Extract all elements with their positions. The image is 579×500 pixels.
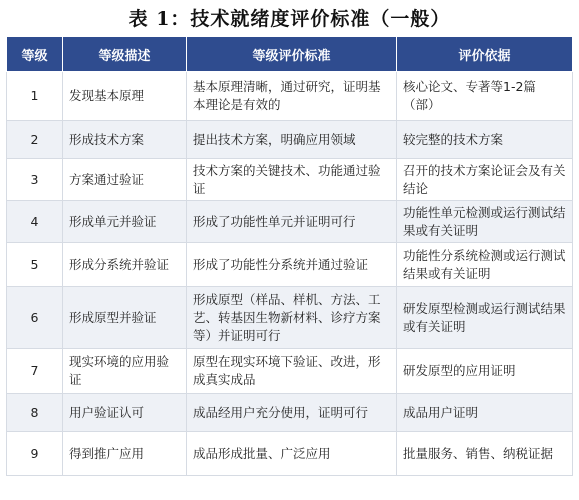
- table-row: [7, 201, 573, 243]
- table-title: 表 1：技术就绪度评价标准（一般）: [128, 8, 451, 30]
- table-row: [7, 72, 573, 121]
- cell-level: 4: [7, 201, 63, 243]
- cell-description: 形成分系统并验证: [63, 243, 187, 287]
- cell-basis: 召开的技术方案论证会及有关结论: [397, 159, 573, 201]
- cell-description: 发现基本原理: [63, 72, 187, 121]
- cell-description: 方案通过验证: [63, 159, 187, 201]
- cell-level: 2: [7, 121, 63, 159]
- cell-level: 7: [7, 349, 63, 394]
- cell-description: 形成技术方案: [63, 121, 187, 159]
- cell-criteria: 成品经用户充分使用，证明可行: [187, 394, 397, 432]
- cell-level: 1: [7, 72, 63, 121]
- table-row: [7, 287, 573, 349]
- cell-level: 6: [7, 287, 63, 349]
- table-row: [7, 432, 573, 476]
- cell-criteria: 形成了功能性分系统并通过验证: [187, 243, 397, 287]
- cell-criteria: 原型在现实环境下验证、改进，形成真实成品: [187, 349, 397, 394]
- cell-level: 9: [7, 432, 63, 476]
- cell-description: 现实环境的应用验证: [63, 349, 187, 394]
- cell-description: 得到推广应用: [63, 432, 187, 476]
- cell-criteria: 提出技术方案，明确应用领域: [187, 121, 397, 159]
- trl-criteria-table: [6, 36, 573, 476]
- cell-description: 形成原型并验证: [63, 287, 187, 349]
- cell-level: 5: [7, 243, 63, 287]
- cell-basis: 功能性单元检测或运行测试结果或有关证明: [397, 201, 573, 243]
- cell-basis: 研发原型的应用证明: [397, 349, 573, 394]
- cell-criteria: 形成了功能性单元并证明可行: [187, 201, 397, 243]
- cell-level: 3: [7, 159, 63, 201]
- header-criteria: 等级评价标准: [187, 37, 397, 72]
- cell-basis: 研发原型检测或运行测试结果或有关证明: [397, 287, 573, 349]
- cell-basis: 批量服务、销售、纳税证据: [397, 432, 573, 476]
- cell-criteria: 基本原理清晰，通过研究，证明基本理论是有效的: [187, 72, 397, 121]
- header-basis: 评价依据: [397, 37, 573, 72]
- header-description: 等级描述: [63, 37, 187, 72]
- cell-criteria: 技术方案的关键技术、功能通过验证: [187, 159, 397, 201]
- cell-basis: 较完整的技术方案: [397, 121, 573, 159]
- cell-basis: 功能性分系统检测或运行测试结果或有关证明: [397, 243, 573, 287]
- cell-criteria: 形成原型（样品、样机、方法、工艺、转基因生物新材料、诊疗方案等）并证明可行: [187, 287, 397, 349]
- cell-level: 8: [7, 394, 63, 432]
- header-level: 等级: [7, 37, 63, 72]
- table-row: [7, 349, 573, 394]
- table-row: [7, 243, 573, 287]
- table-row: [7, 159, 573, 201]
- header-row: [7, 37, 573, 72]
- cell-basis: 成品用户证明: [397, 394, 573, 432]
- cell-basis: 核心论文、专著等1-2篇（部）: [397, 72, 573, 121]
- cell-description: 用户验证认可: [63, 394, 187, 432]
- cell-description: 形成单元并验证: [63, 201, 187, 243]
- cell-criteria: 成品形成批量、广泛应用: [187, 432, 397, 476]
- table-row: [7, 394, 573, 432]
- table-row: [7, 121, 573, 159]
